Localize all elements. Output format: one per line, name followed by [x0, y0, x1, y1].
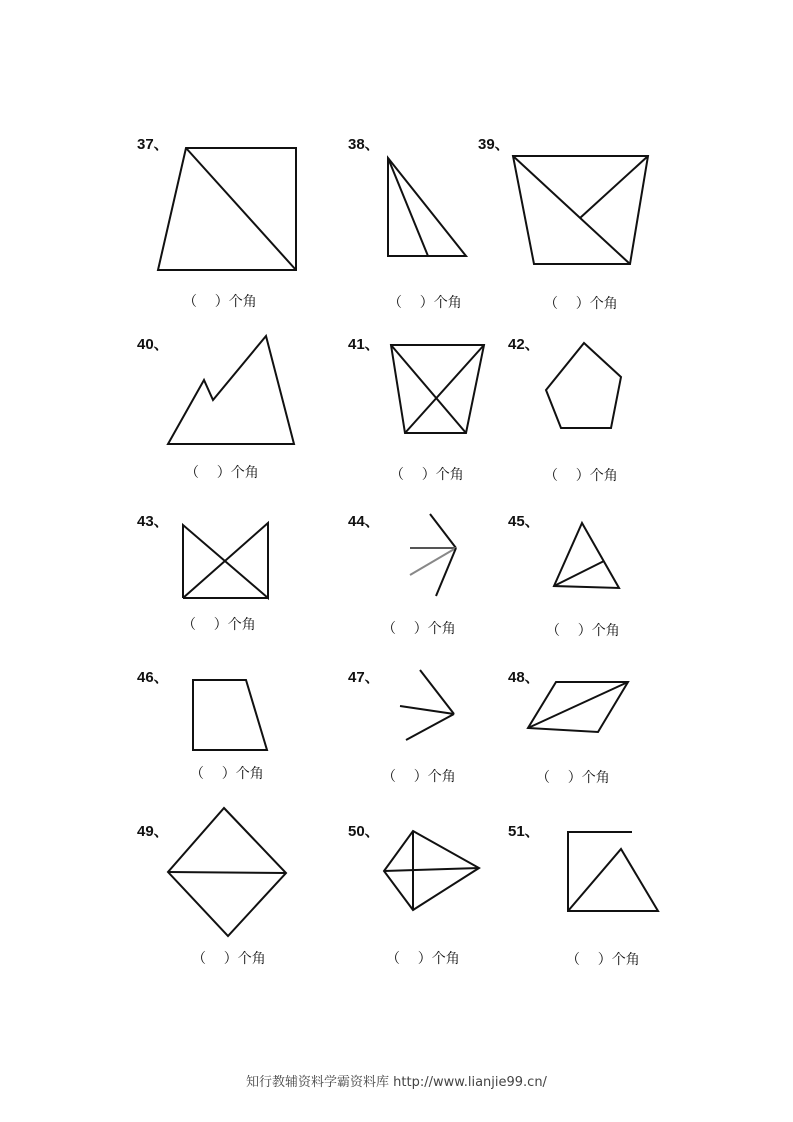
figure-40	[160, 328, 305, 453]
figure-48	[520, 674, 636, 740]
problem-number-38: 38、	[348, 136, 380, 153]
answer-40: （ ）个角	[185, 465, 259, 481]
figure-51	[560, 824, 668, 919]
triangle	[554, 523, 619, 588]
inner-line	[388, 158, 428, 256]
inner-line	[580, 156, 648, 218]
answer-37: （ ）个角	[183, 294, 257, 310]
problem-number-40: 40、	[137, 336, 169, 353]
answer-48: （ ）个角	[536, 770, 610, 786]
problem-number-46: 46、	[137, 669, 169, 686]
ray-4	[436, 548, 456, 596]
composite-shape	[568, 832, 658, 911]
answer-44: （ ）个角	[382, 621, 456, 637]
figure-43	[175, 515, 277, 607]
answer-45: （ ）个角	[546, 623, 620, 639]
figure-47	[392, 664, 462, 746]
figure-37	[150, 140, 310, 280]
answer-39: （ ）个角	[544, 296, 618, 312]
answer-42: （ ）个角	[544, 468, 618, 484]
answer-49: （ ）个角	[192, 951, 266, 967]
diagonal	[186, 148, 296, 270]
problem-number-48: 48、	[508, 669, 540, 686]
answer-47: （ ）个角	[382, 769, 456, 785]
inner-line	[554, 561, 604, 586]
figure-42	[538, 335, 630, 437]
problem-number-41: 41、	[348, 336, 380, 353]
problem-number-51: 51、	[508, 823, 540, 840]
ray-1	[430, 514, 456, 548]
figure-49	[160, 800, 295, 945]
triangle	[388, 158, 466, 256]
trapezoid	[391, 345, 484, 433]
answer-50: （ ）个角	[386, 951, 460, 967]
right-trapezoid	[193, 680, 267, 750]
figure-50	[376, 823, 488, 918]
bowtie-lines	[183, 523, 268, 598]
answer-46: （ ）个角	[190, 766, 264, 782]
answer-41: （ ）个角	[390, 467, 464, 483]
problem-number-37: 37、	[137, 136, 169, 153]
problem-number-45: 45、	[508, 513, 540, 530]
diagonal-2	[405, 345, 484, 433]
problem-number-43: 43、	[137, 513, 169, 530]
figure-46	[185, 672, 275, 758]
horizontal-diagonal	[168, 872, 286, 873]
figure-45	[546, 515, 628, 595]
ray-3	[410, 548, 456, 575]
problem-number-47: 47、	[348, 669, 380, 686]
mountain-polygon	[168, 336, 294, 444]
answer-43: （ ）个角	[182, 617, 256, 633]
figure-39	[505, 148, 660, 273]
ray-3	[406, 714, 454, 740]
figure-44	[400, 508, 466, 603]
pentagon	[546, 343, 621, 428]
problem-number-42: 42、	[508, 336, 540, 353]
ray-1	[420, 670, 454, 714]
quadrilateral	[158, 148, 296, 270]
figure-41	[383, 337, 493, 442]
ray-2	[400, 706, 454, 714]
problem-number-49: 49、	[137, 823, 169, 840]
figure-38	[380, 150, 475, 265]
problem-number-50: 50、	[348, 823, 380, 840]
horizontal-diagonal	[384, 868, 479, 871]
problem-number-44: 44、	[348, 513, 380, 530]
footer-text: 知行教辅资料学霸资料库 http://www.lianjie99.cn/	[246, 1075, 547, 1090]
trapezoid	[513, 156, 648, 264]
problem-number-39: 39、	[478, 136, 510, 153]
answer-51: （ ）个角	[566, 952, 640, 968]
answer-38: （ ）个角	[388, 295, 462, 311]
